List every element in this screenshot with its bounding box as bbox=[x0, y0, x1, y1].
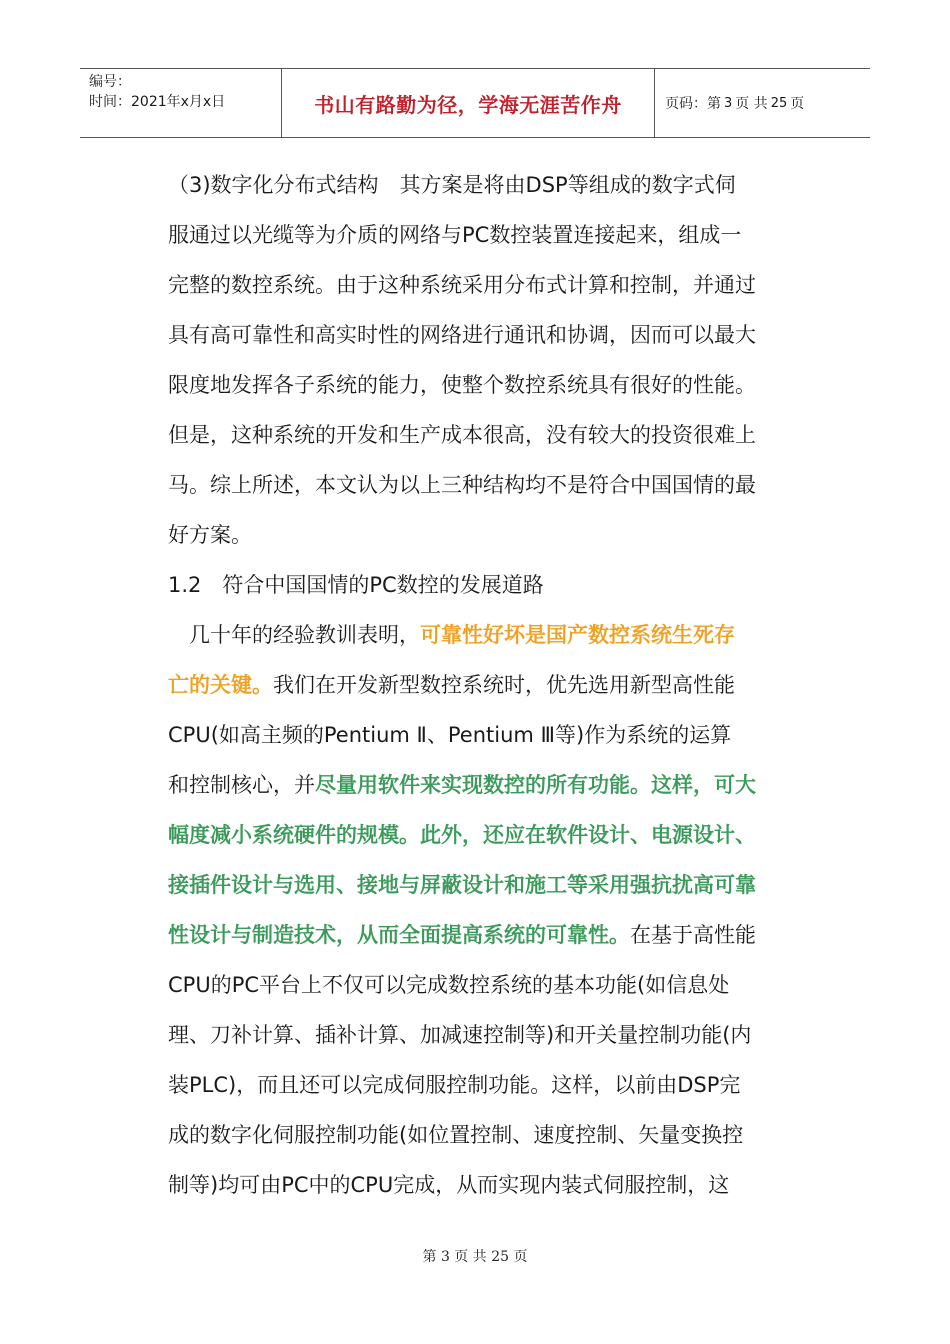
highlight-text-orange: 亡的关键。 bbox=[168, 673, 273, 697]
body-line: 成的数字化伺服控制功能(如位置控制、速度控制、矢量变换控 bbox=[168, 1123, 744, 1147]
page-label: 页码：第 bbox=[665, 96, 721, 112]
body-line: 马。综上所述，本文认为以上三种结构均不是符合中国国情的最 bbox=[168, 473, 756, 497]
body-line: 理、刀补计算、插补计算、加减速控制等)和开关量控制功能(内 bbox=[168, 1023, 752, 1047]
document-body bbox=[168, 160, 798, 1210]
highlight-text-orange: 可靠性好坏是国产数控系统生死存 bbox=[420, 623, 735, 647]
body-line bbox=[168, 910, 798, 960]
body-line: 完整的数控系统。由于这种系统采用分布式计算和控制，并通过 bbox=[168, 273, 756, 297]
body-line: 限度地发挥各子系统的能力，使整个数控系统具有很好的性能。 bbox=[168, 373, 756, 397]
body-line: CPU的PC平台上不仅可以完成数控系统的基本功能(如信息处 bbox=[168, 973, 730, 997]
body-text: 在基于高性能 bbox=[630, 923, 756, 947]
body-line: 装PLC)，而且还可以完成伺服控制功能。这样，以前由DSP完 bbox=[168, 1073, 741, 1097]
page-current: 3 bbox=[724, 95, 733, 111]
page-total: 25 bbox=[770, 95, 788, 111]
body-line bbox=[168, 760, 798, 810]
header-page-cell bbox=[655, 69, 870, 137]
header-meta-cell bbox=[80, 69, 282, 137]
header-motto: 书山有路勤为径，学海无涯苦作舟 bbox=[314, 92, 622, 117]
body-line bbox=[168, 660, 798, 710]
highlight-line-green: 幅度减小系统硬件的规模。此外，还应在软件设计、电源设计、 bbox=[168, 823, 756, 847]
section-heading: 1.2 符合中国国情的PC数控的发展道路 bbox=[168, 573, 544, 597]
document-time-label: 时间：2021年x月x日 bbox=[89, 94, 226, 110]
page-header bbox=[80, 68, 870, 138]
body-text: 和控制核心，并 bbox=[168, 773, 315, 797]
page-footer: 第 3 页 共 25 页 bbox=[422, 1249, 528, 1265]
page-suffix: 页 bbox=[790, 96, 805, 112]
highlight-line-green: 接插件设计与选用、接地与屏蔽设计和施工等采用强抗扰高可靠 bbox=[168, 873, 756, 897]
body-line: 具有高可靠性和高实时性的网络进行通讯和协调，因而可以最大 bbox=[168, 323, 756, 347]
body-line: 服通过以光缆等为介质的网络与PC数控装置连接起来，组成一 bbox=[168, 223, 742, 247]
body-line: 制等)均可由PC中的CPU完成，从而实现内装式伺服控制，这 bbox=[168, 1173, 730, 1197]
page-mid-label: 页 共 bbox=[735, 96, 768, 112]
body-text: 几十年的经验教训表明， bbox=[168, 623, 420, 647]
highlight-text-green: 性设计与制造技术，从而全面提高系统的可靠性。 bbox=[168, 923, 630, 947]
document-number-label: 编号： bbox=[89, 74, 131, 90]
body-line: 好方案。 bbox=[168, 523, 252, 547]
body-text: 我们在开发新型数控系统时，优先选用新型高性能 bbox=[273, 673, 735, 697]
body-line: CPU(如高主频的Pentium Ⅱ、Pentium Ⅲ等)作为系统的运算 bbox=[168, 723, 732, 747]
body-line bbox=[168, 610, 798, 660]
highlight-text-green: 尽量用软件来实现数控的所有功能。这样，可大 bbox=[315, 773, 756, 797]
header-motto-cell bbox=[282, 69, 655, 137]
body-line: 但是，这种系统的开发和生产成本很高，没有较大的投资很难上 bbox=[168, 423, 756, 447]
body-line: （3)数字化分布式结构 其方案是将由DSP等组成的数字式伺 bbox=[168, 173, 736, 197]
